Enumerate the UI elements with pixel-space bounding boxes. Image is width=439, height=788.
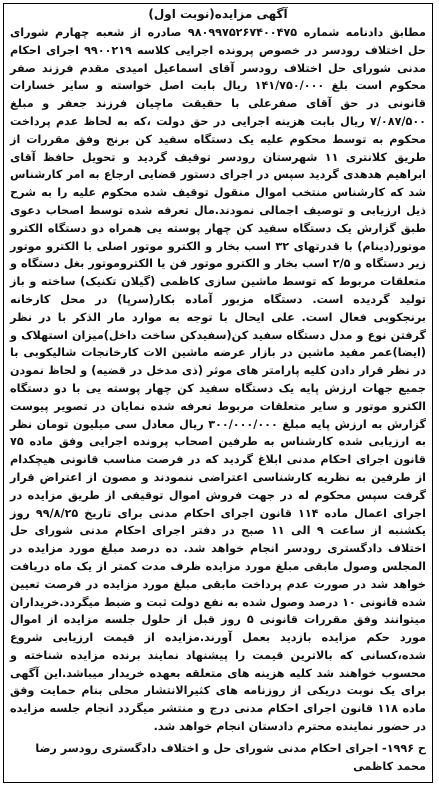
auction-notice: [3, 3, 433, 783]
notice-footer: [10, 740, 426, 776]
footer-signatory-name: محمد کاظمی: [353, 759, 426, 773]
footer-signature-line: ح ۱۹۹۶- اجرای احکام مدنی شورای حل و اختلاف دادگستری رودسر رضا: [35, 741, 426, 755]
notice-title: آگهی مزایده(نوبت اول): [148, 7, 288, 21]
notice-body: مطابق دادنامه شماره ۹۸۰۹۹۷۵۲۶۷۴۰۰۴۷۵ صادره از شعبه چهارم شورای حل اختلاف رودسر در خصوص پرونده اجرایی کلاسه ۹۹۰۰۲۱۹ اجرای احکام مدنی شورای حل اختلاف رودسر آقای اسماعیل امیدی مقدم فرزند صفر محکوم است بلغ ۱۴۱/۷۵۰/۰۰۰ ریال بابت اصل خواسته و سایر خسارات قانونی در حق آقای صفرعلی با حقیقت ماچیان فرزند جعفر و مبلغ ۷/۰۸۷/۵۰۰ ریال بابت هزینه اجرایی در حق دولت ،که به لحاظ عدم پرداخت محکوم به توسط محکوم علیه یک دستگاه سفید کن برنج وفق مقررات از طریق کلانتری ۱۱ شهرستان رودسر توقیف گردید و تحویل حافظ آقای ابراهیم هدهدی گردید سپس در اجرای دستور قضایی ارجاع به امر کارشناس شد که کارشناس منتخب اموال منقول توقیف شده محکوم علیه را به شرح ذیل ارزیابی و توصیف اجمالی نمودند.مال تعرفه شده توسط اصحاب دعوی طبق گزارش یک دستگاه سفید کن چهار پوسته یی همراه دو دستگاه الکترو موتور(دینام) با قدرتهای ۳۲ اسب بخار و الکترو موتور اصلی با الکترو موتور زیر دستگاه و ۲/۵ اسب بخار و الکترو موتور فن یا الکتروموتور بغل دستگاه و متعلقات مربوط که توسط ماشین سازی کاظمی (گیلان تکنیک) ساخته و باز تولید گردیده است. دستگاه مزبور آماده بکار(سرپا) در محل کارخانه برنجکوبی فعال است. علی ایحال با توجه به موارد مار الذکر با در نظر گرفتن نوع و مدل دستگاه سفید کن(سفیدکن ساخت داخل)میزان استهلاک و (ایضا)عمر مفید ماشین در بازار عرضه ماشین الات کارخانجات شالیکوبی با در نظر قرار دادن کلیه پارامتر های موثر (ذی مدخل در قضیه) و لحاظ نمودن جمیع جهات ارزش پایه یک دستگاه سفید کن چهار پوسته یی با دو دستگاه الکترو موتور و سایر متعلقات مربوط تعرفه شده نمایان در تصویر پیوست گزارش به ارزش پایه مبلغ ۳۰۰/۰۰۰/۰۰۰ ریال معادل سی میلیون تومان نظر به ارزیابی شده کارشناس به طرفین اصحاب پرونده اجرایی وفق ماده ۷۵ قانون اجرای احکام مدنی ابلاغ گردید که در فرصت مناسب قانونی هیچکدام از طرفین به نظریه کارشناسی اعتراضی ننمودند و مصون از اعتراض قرار گرفت سپس محکوم له در جهت فروش اموال توقیفی از طریق مزایده در اجرای اعمال ماده ۱۱۴ قانون اجرای احکام مدنی برای تاریخ ۹۹/۸/۲۵ روز یکشنبه از ساعت ۹ الی ۱۱ صبح در دفتر اجرای احکام مدنی شورای حل اختلاف دادگستری رودسر انجام خواهد شد. ده درصد مبلغ مورد مزایده در المجلس وصول مابقی مبلغ مورد مزایده ظرف مدت کمتر از یک ماه دریافت خواهد شد در صورت عدم پرداخت مابقی مبلغ مورد مزایده در فرصت تعیین شده قانونی ۱۰ درصد وصول شده به نفع دولت ثبت و ضبط میگردد.خریداران میتوانند وفق مقررات قانونی ۵ روز قبل از حلول جلسه مزایده از اموال مورد حکم مزایده بازدید بعمل آورند.مزایده از قیمت ارزیابی شروع شده،کسانی که بالاترین قیمت را پیشنهاد نمایند برنده مزایده شناخته و محسوب خواهند شد کلیه هزینه های متعلقه بعهده خریدار میباشد.این آگهی برای یک نوبت دریکی از روزنامه های کثیرالانتشار محلی بنام حمایت وفق ماده ۱۱۸ قانون اجرای احکام مدنی درج و منتشر میگردد انجام جلسه مزایده در حضور نماینده محترم دادستان انجام خواهد شد.: [10, 26, 427, 734]
